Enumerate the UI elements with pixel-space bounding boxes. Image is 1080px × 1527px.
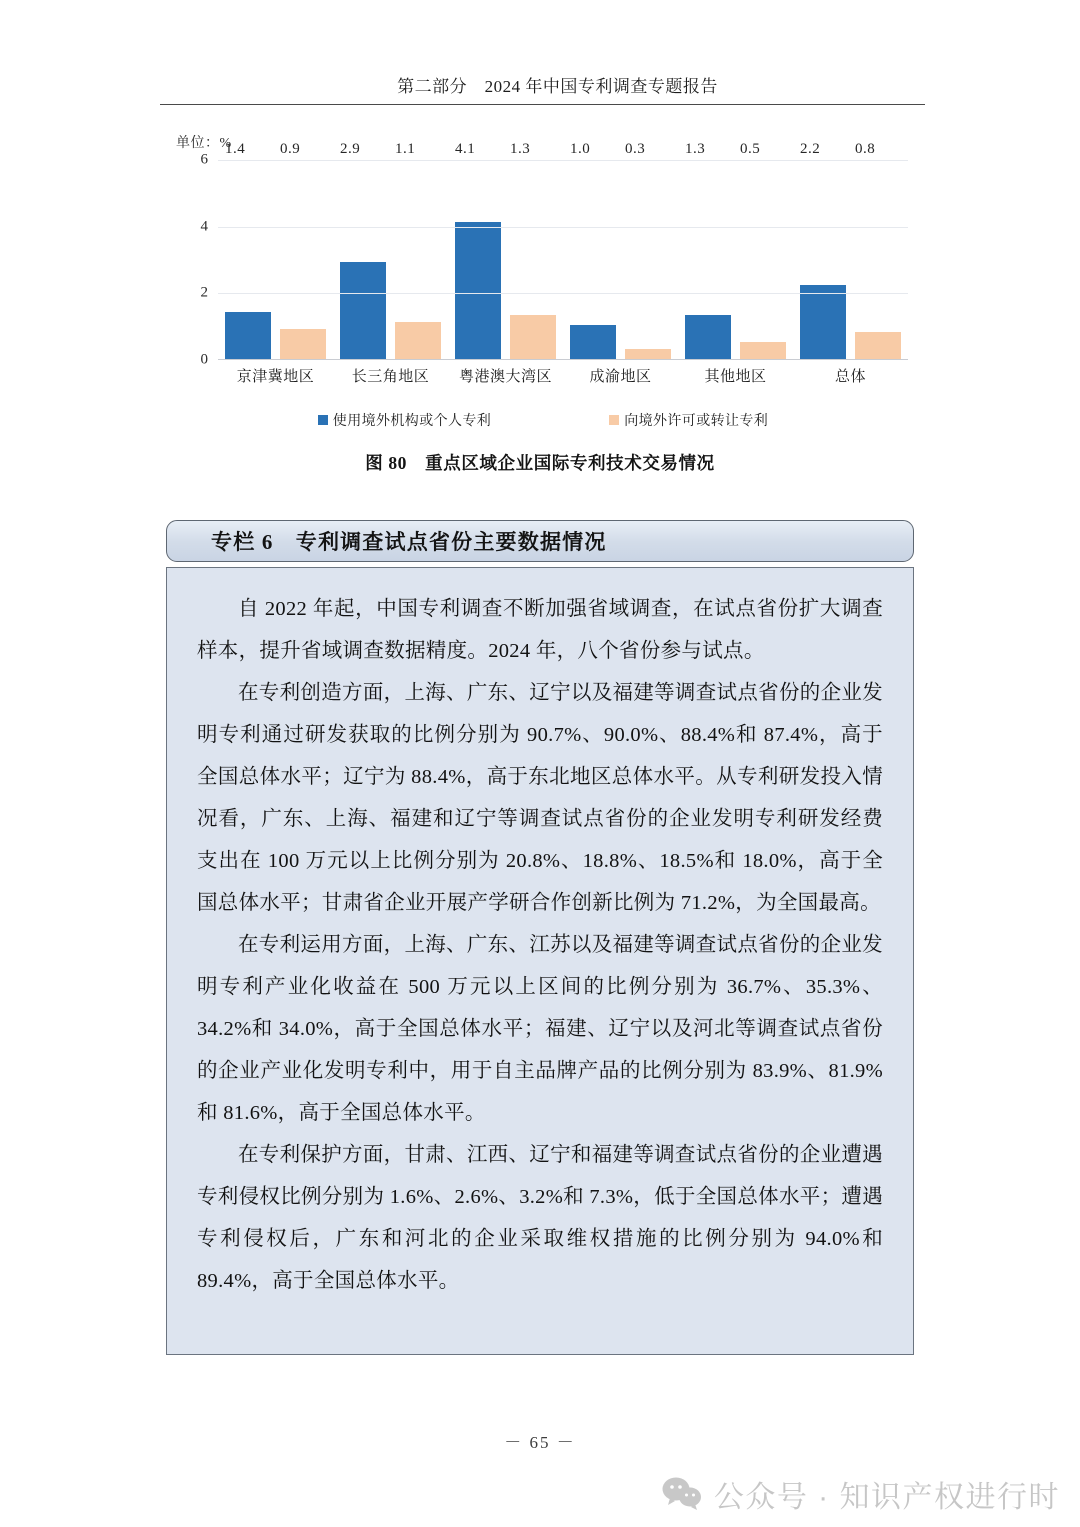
bar xyxy=(740,141,786,359)
x-axis-labels xyxy=(218,365,908,386)
legend-label: 向境外许可或转让专利 xyxy=(624,414,769,429)
bar-value-label: 4.1 xyxy=(455,141,476,157)
callout-paragraph: 在专利创造方面，上海、广东、辽宁以及福建等调查试点省份的企业发明专利通过研发获取的比例分别为 90.7%、90.0%、88.4%和 87.4%，高于全国总体水平；辽宁为 88.4%，高于东北地区总体水平。从专利研发投入情况看，广东、上海、福建和辽宁等调查试点省份的企业发明专利研发经费支出在 100 万元以上比例分别为 20.8%、18.8%、18.5%和 18.0%，高于全国总体水平；甘肃省企业开展产学研合作创新比例为 71.2%，为全国最高。 xyxy=(197,682,883,914)
bar-value-label: 0.8 xyxy=(855,141,876,157)
bar xyxy=(510,141,556,358)
bar xyxy=(800,141,846,358)
bar-value-label: 1.1 xyxy=(395,141,416,157)
x-axis-label: 成渝地区 xyxy=(589,369,652,385)
callout-paragraph: 在专利保护方面，甘肃、江西、辽宁和福建等调查试点省份的企业遭遇专利侵权比例分别为 1.6%、2.6%、3.2%和 7.3%，低于全国总体水平；遭遇专利侵权后，广东和河北的企业采取维权措施的比例分别为 94.0%和 89.4%，高于全国总体水平。 xyxy=(197,1144,883,1292)
bar-group xyxy=(448,141,563,359)
bar-value-label: 1.4 xyxy=(225,141,246,157)
callout-paragraph: 在专利运用方面，上海、广东、江苏以及福建等调查试点省份的企业发明专利产业化收益在 500 万元以上区间的比例分别为 36.7%、35.3%、34.2%和 34.0%，高于全国总体水平；福建、辽宁以及河北等调查试点省份的企业产业化发明专利中，用于自主品牌产品的比例分别为 83.9%、81.9%和 81.6%，高于全国总体水平。 xyxy=(197,934,883,1124)
bar-column xyxy=(340,141,386,359)
bar-group xyxy=(333,141,448,359)
bar-column xyxy=(225,141,271,359)
x-axis-label: 总体 xyxy=(834,369,866,385)
y-axis-tick: 2 xyxy=(200,284,208,301)
legend-item[interactable] xyxy=(609,410,768,430)
callout-header xyxy=(166,520,914,562)
page-header xyxy=(160,72,925,105)
y-axis-tick: 0 xyxy=(200,351,208,368)
legend-swatch xyxy=(318,415,328,425)
wechat-icon xyxy=(662,1477,702,1511)
watermark-text: 公众号 · 知识产权进行时 xyxy=(713,1481,1060,1514)
bar-value-label: 0.3 xyxy=(625,141,646,157)
x-axis-label: 粤港澳大湾区 xyxy=(458,369,552,385)
bar-column xyxy=(455,141,501,359)
gridline xyxy=(218,227,908,228)
bar-column xyxy=(855,141,901,359)
x-axis-label: 其他地区 xyxy=(704,369,767,385)
page-header-rule xyxy=(160,104,925,105)
x-axis-line xyxy=(218,359,908,361)
bar-groups xyxy=(218,141,908,359)
bar-column xyxy=(800,141,846,359)
callout-box-6 xyxy=(166,520,914,1355)
bar xyxy=(685,141,731,358)
bar-value-label: 0.5 xyxy=(740,141,761,157)
chart-unit-label: 单位：% xyxy=(176,136,232,151)
gridline xyxy=(218,160,908,161)
bar xyxy=(280,141,326,359)
bar-column xyxy=(740,141,786,359)
bar-value-label: 0.9 xyxy=(280,141,301,157)
y-axis xyxy=(178,151,214,368)
callout-title: 专栏 6 专利调查试点省份主要数据情况 xyxy=(211,530,607,554)
bar xyxy=(625,141,671,359)
bar-column xyxy=(510,141,556,359)
bar xyxy=(855,141,901,359)
bar xyxy=(225,141,271,359)
x-axis-label: 京津冀地区 xyxy=(236,369,315,385)
callout-body xyxy=(166,567,914,1355)
bar-column xyxy=(685,141,731,359)
bar-value-label: 1.0 xyxy=(570,141,591,157)
bar xyxy=(395,141,441,359)
chart-legend xyxy=(178,410,908,430)
bar xyxy=(340,141,386,359)
x-axis-label: 长三角地区 xyxy=(351,369,430,385)
bar-column xyxy=(280,141,326,359)
bar-group xyxy=(563,141,678,359)
bar-column xyxy=(625,141,671,359)
bar-group xyxy=(218,141,333,359)
legend-label: 使用境外机构或个人专利 xyxy=(332,414,492,429)
y-axis-tick: 4 xyxy=(200,218,208,235)
plot-area xyxy=(218,141,908,360)
page-number: － 65 － xyxy=(504,1433,576,1452)
bar xyxy=(455,141,501,359)
bar-column xyxy=(570,141,616,359)
bar-value-label: 1.3 xyxy=(685,141,706,157)
bar-group xyxy=(793,141,908,359)
bar-value-label: 1.3 xyxy=(510,141,531,157)
legend-swatch xyxy=(609,415,619,425)
bar-column xyxy=(395,141,441,359)
y-axis-tick: 6 xyxy=(200,151,208,168)
page-header-title: 第二部分 2024 年中国专利调查专题报告 xyxy=(397,77,718,96)
bar xyxy=(570,141,616,358)
bar-value-label: 2.9 xyxy=(340,141,361,157)
watermark xyxy=(662,1472,1060,1516)
figure-caption: 图 80 重点区域企业国际专利技术交易情况 xyxy=(365,453,715,473)
gridline xyxy=(218,293,908,294)
bar-value-label: 2.2 xyxy=(800,141,821,157)
callout-paragraph: 自 2022 年起，中国专利调查不断加强省域调查，在试点省份扩大调查样本，提升省域调查数据精度。2024 年，八个省份参与试点。 xyxy=(197,598,883,662)
legend-item[interactable] xyxy=(318,410,491,430)
bar-group xyxy=(678,141,793,359)
